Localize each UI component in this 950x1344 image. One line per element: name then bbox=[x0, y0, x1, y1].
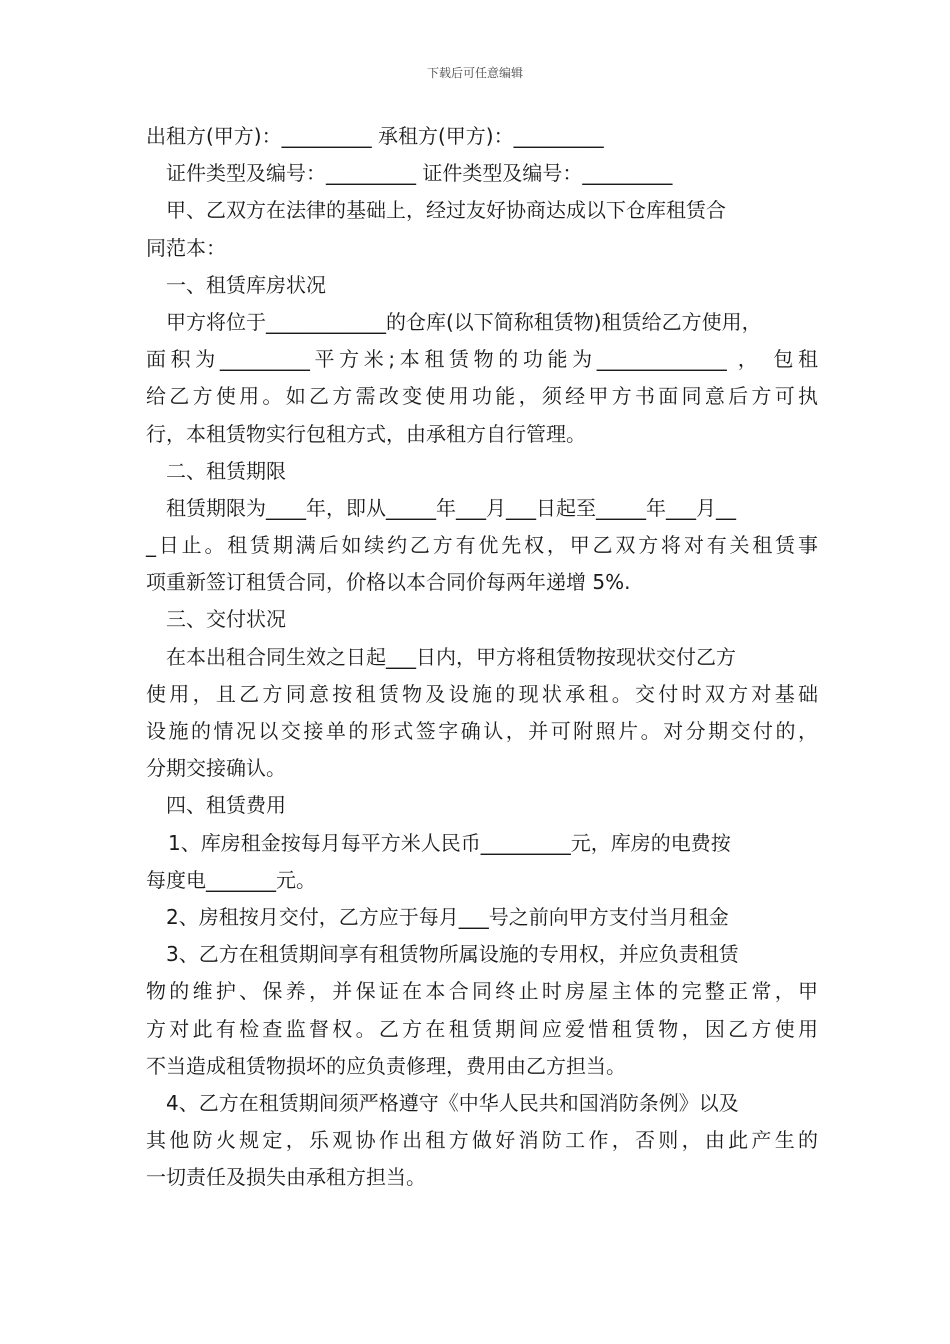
contract-line: 二、租赁期限 bbox=[166, 458, 286, 483]
contract-line: 租赁期限为____年，即从_____年___月___日起至_____年___月__ bbox=[166, 495, 736, 520]
contract-line: 四、租赁费用 bbox=[166, 793, 286, 818]
contract-line: 其他防火规定，乐观协作出租方做好消防工作，否则，由此产生的 bbox=[146, 1128, 818, 1153]
contract-line: 同范本： bbox=[146, 235, 226, 260]
contract-line: 行，本租赁物实行包租方式，由承租方自行管理。 bbox=[146, 421, 586, 446]
contract-line: 4、乙方在租赁期间须严格遵守《中华人民共和国消防条例》以及 bbox=[166, 1090, 739, 1115]
contract-body bbox=[146, 118, 818, 1196]
contract-line: 设施的情况以交接单的形式签字确认，并可附照片。对分期交付的， bbox=[146, 719, 818, 743]
contract-line: 3、乙方在租赁期间享有租赁物所属设施的专用权，并应负责租赁 bbox=[166, 942, 739, 967]
contract-line: 三、交付状况 bbox=[166, 607, 286, 632]
contract-line: 面积为_________平方米;本租赁物的功能为_____________ ， 包租 bbox=[146, 347, 818, 372]
contract-line: _日止。租赁期满后如续约乙方有优先权，甲乙双方将对有关租赁事 bbox=[146, 533, 818, 558]
contract-line: 物的维护、保养，并保证在本合同终止时房屋主体的完整正常，甲 bbox=[146, 979, 818, 1004]
contract-line: 给乙方使用。如乙方需改变使用功能，须经甲方书面同意后方可执 bbox=[146, 384, 818, 409]
contract-line: 方对此有检查监督权。乙方在租赁期间应爱惜租赁物，因乙方使用 bbox=[146, 1016, 818, 1041]
contract-line: 出租方(甲方)：_________ 承租方(甲方)：_________ bbox=[146, 124, 604, 148]
contract-line: 1、库房租金按每月每平方米人民币_________元，库房的电费按 bbox=[168, 830, 731, 855]
contract-line: 项重新签订租赁合同，价格以本合同价每两年递增 5%. bbox=[146, 570, 631, 595]
contract-line: 甲、乙双方在法律的基础上，经过友好协商达成以下仓库租赁合 bbox=[166, 198, 726, 223]
contract-line: 证件类型及编号：_________ 证件类型及编号：_________ bbox=[166, 161, 673, 186]
header-note: 下载后可任意编辑 bbox=[426, 66, 523, 80]
contract-line: 使用，且乙方同意按租赁物及设施的现状承租。交付时双方对基础 bbox=[146, 681, 818, 706]
contract-line: 一切责任及损失由承租方担当。 bbox=[146, 1165, 426, 1190]
contract-line: 不当造成租赁物损坏的应负责修理，费用由乙方担当。 bbox=[146, 1053, 626, 1078]
contract-line: 甲方将位于____________的仓库(以下简称租赁物)租赁给乙方使用， bbox=[166, 309, 762, 334]
contract-line: 分期交接确认。 bbox=[146, 756, 286, 781]
contract-line: 2、房租按月交付，乙方应于每月___号之前向甲方支付当月租金 bbox=[166, 904, 729, 929]
contract-line: 每度电_______元。 bbox=[146, 867, 316, 892]
contract-line: 一、租赁库房状况 bbox=[166, 272, 326, 297]
contract-line: 在本出租合同生效之日起___日内，甲方将租赁物按现状交付乙方 bbox=[166, 644, 736, 669]
